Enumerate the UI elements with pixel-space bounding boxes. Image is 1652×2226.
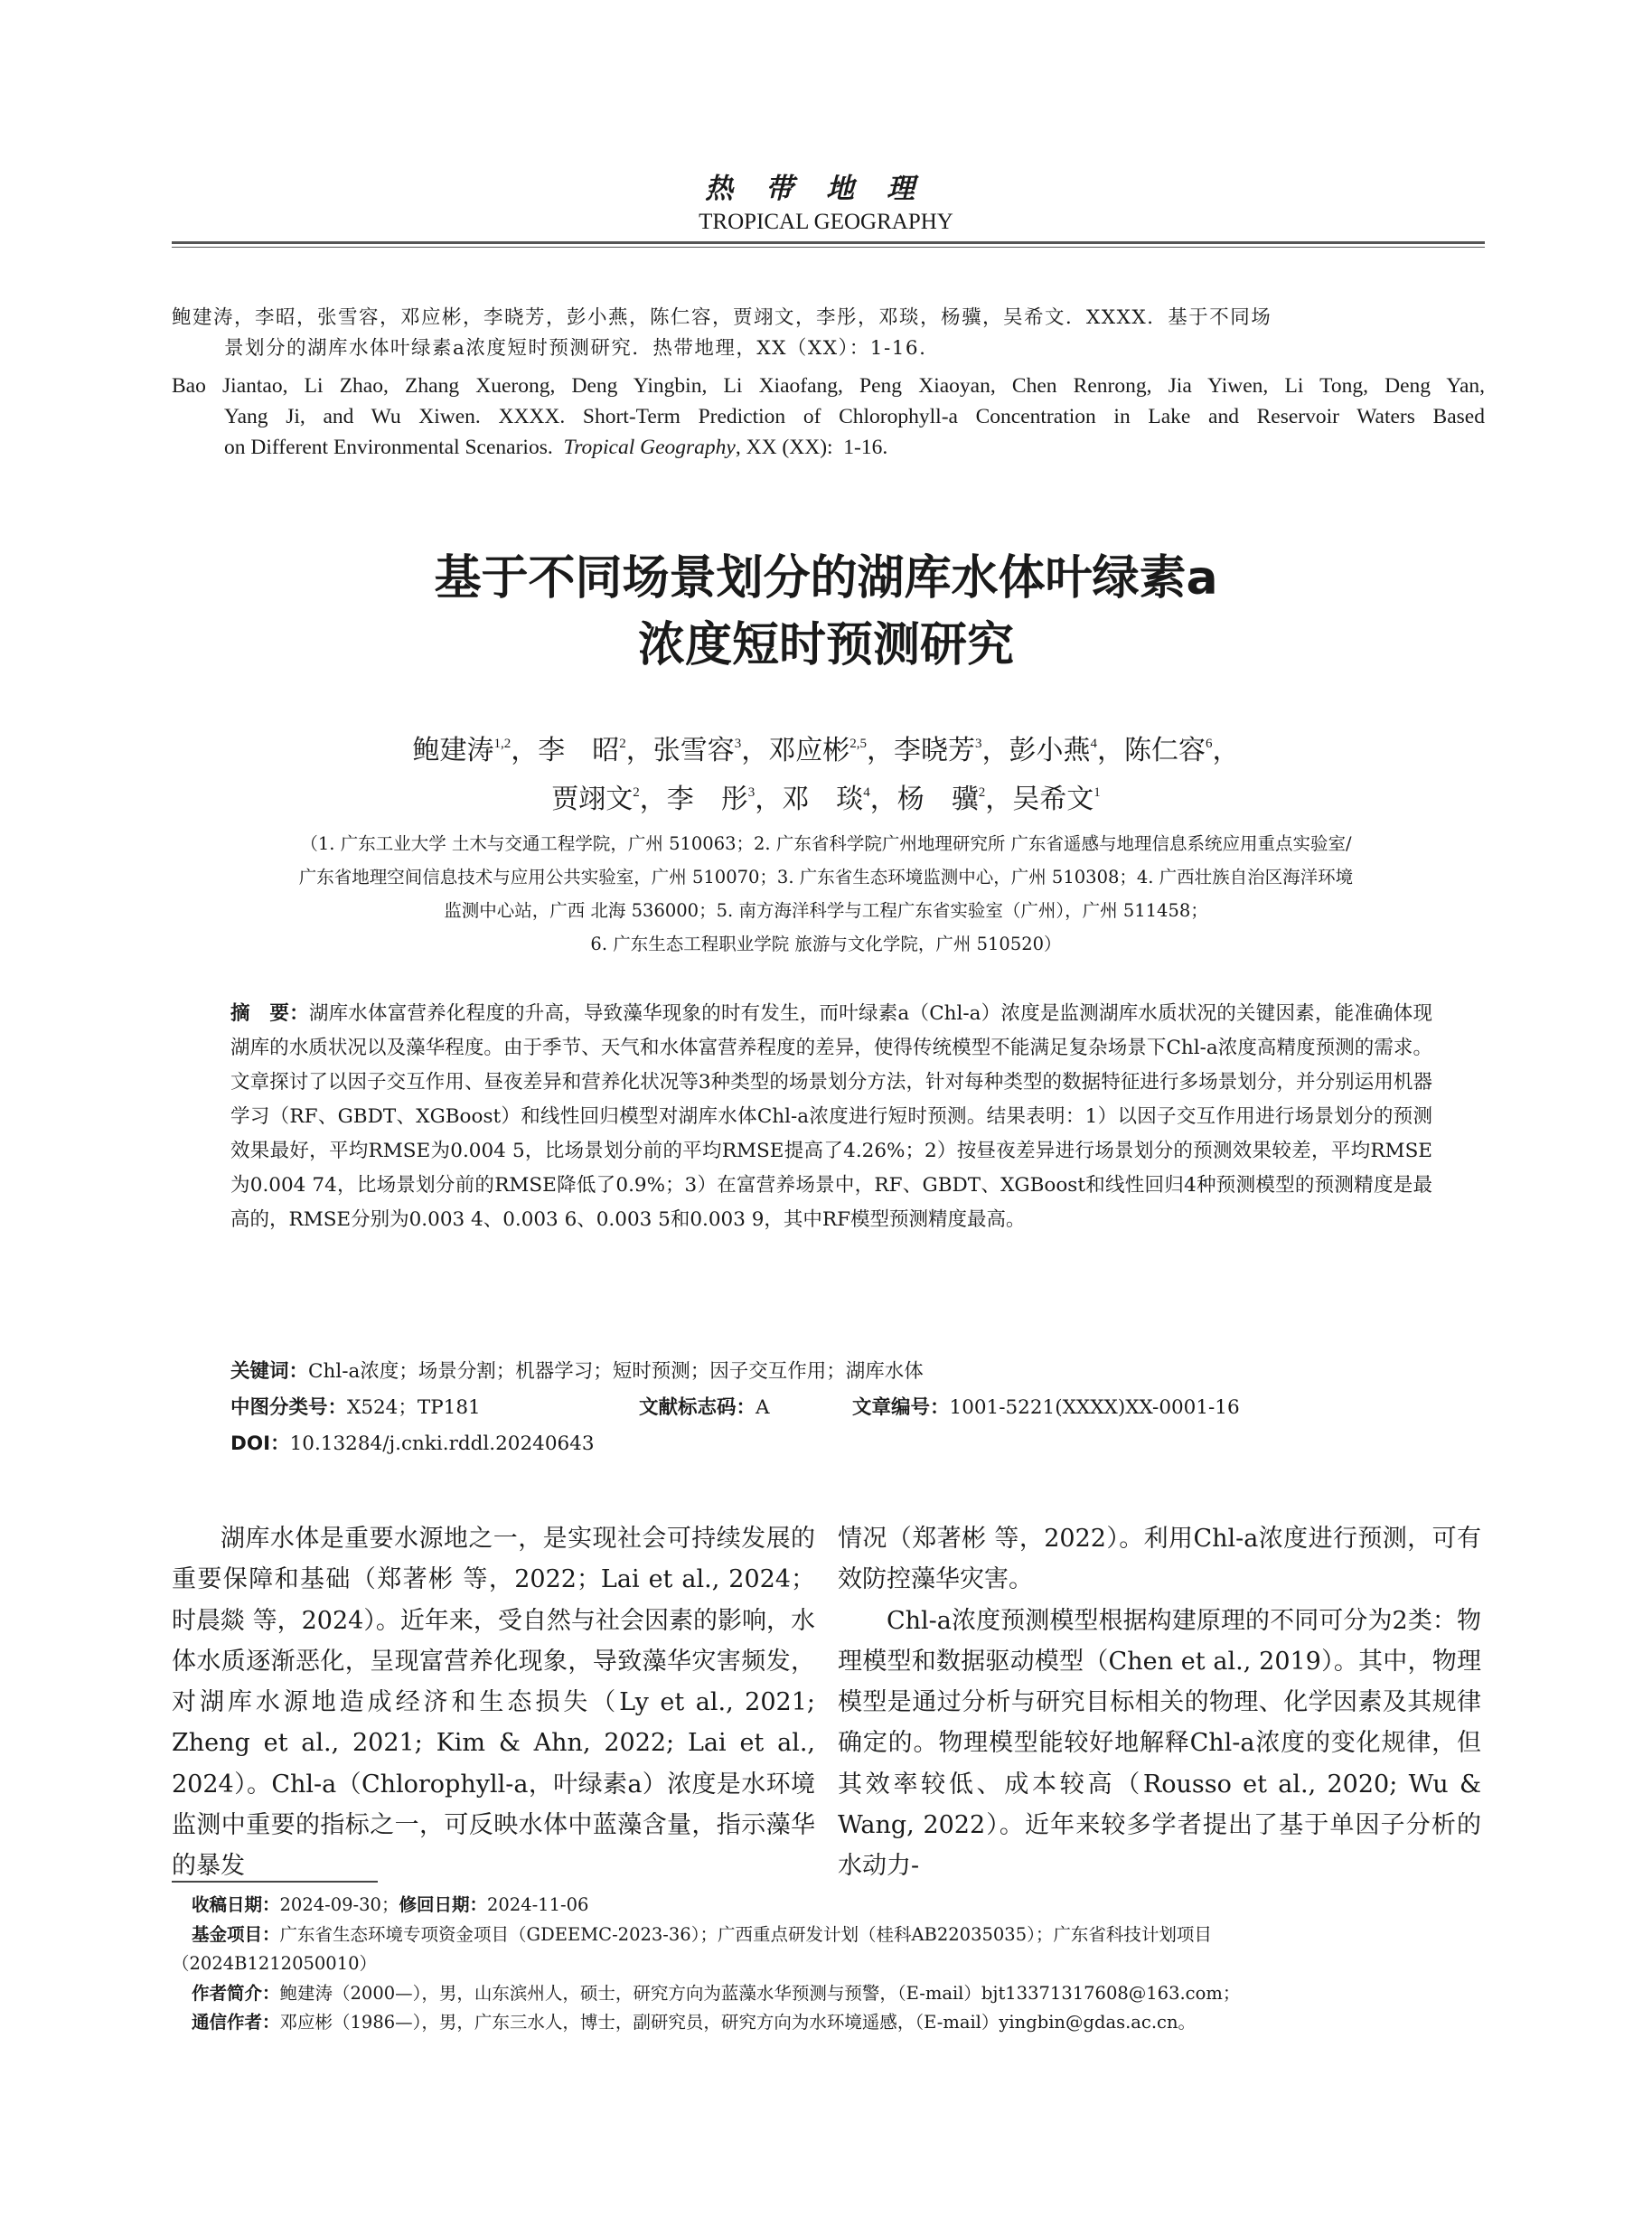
author-name: 陈仁容 (1124, 735, 1206, 766)
author-line-1 (0, 723, 1652, 772)
author-separator: ， (1212, 735, 1240, 766)
author-name: 彭小燕 (1009, 735, 1091, 766)
keywords (230, 1356, 1432, 1384)
citation-cn (172, 303, 1485, 364)
author-name: 李 昭 (538, 735, 620, 766)
received-label: 收稿日期： (192, 1894, 280, 1915)
header-rule-thick (172, 241, 1485, 244)
doi-label: DOI： (230, 1432, 290, 1455)
doi-link[interactable]: 10.13284/j.cnki.rddl.20240643 (289, 1432, 595, 1455)
fund-label: 基金项目： (192, 1923, 280, 1945)
author-affiliation-index: 3 (747, 785, 756, 800)
author-separator: ， (639, 784, 667, 815)
abstract (230, 997, 1432, 1237)
author-name: 李晓芳 (894, 735, 975, 766)
article-no-label: 文章编号： (852, 1396, 950, 1419)
author-separator: ， (1097, 735, 1124, 766)
author-separator: ， (625, 735, 653, 766)
affiliation-line: 监测中心站，广西 北海 536000；5. 南方海洋科学与工程广东省实验室（广州），广州 511458； (444, 900, 1208, 921)
keywords-label: 关键词： (230, 1360, 309, 1383)
author-affiliation-index: 2 (619, 737, 626, 751)
corresponding-label: 通信作者： (192, 2012, 280, 2033)
paper-title-line-2: 浓度短时预测研究 (637, 618, 1014, 672)
affiliation-line: （1. 广东工业大学 土木与交通工程学院，广州 510063；2. 广东省科学院广州地理研究所 广东省遥感与地理信息系统应用重点实验室/ (300, 833, 1352, 854)
received-date: 2024-09-30； (279, 1894, 399, 1915)
author-affiliation-index: 2 (978, 785, 986, 800)
doc-code-value: A (756, 1396, 770, 1419)
journal-name-en: TROPICAL GEOGRAPHY (699, 210, 953, 234)
footnote (172, 1891, 1485, 2038)
citation-cn-line: 景划分的湖库水体叶绿素a浓度短时预测研究．热带地理，XX（XX）：1-16. (224, 337, 927, 360)
journal-name-cn: 热带地理 (705, 173, 947, 205)
author-name: 贾翊文 (551, 784, 634, 815)
author-name: 杨 骥 (896, 784, 979, 815)
author-name: 张雪容 (652, 735, 735, 766)
author-separator: ， (867, 735, 894, 766)
footnote-fund-cont: （2024B1212050010） (172, 1953, 378, 1974)
footnote-fund (172, 1921, 1485, 1950)
keywords-text: Chl-a浓度；场景分割；机器学习；短时预测；因子交互作用；湖库水体 (308, 1360, 924, 1383)
fund-value: 广东省生态环境专项资金项目（GDEEMC-2023-36）；广西重点研发计划（桂科AB22035035）；广东省科技计划项目 (279, 1923, 1212, 1945)
author-name: 鲍建涛 (412, 735, 494, 766)
footnote-corresponding (172, 2008, 1485, 2038)
author-bio-label: 作者简介： (192, 1982, 280, 2004)
author-list (0, 723, 1652, 821)
doi-row (230, 1428, 1432, 1456)
author-affiliation-index: 3 (734, 737, 742, 751)
author-affiliation-index: 4 (863, 785, 870, 800)
footnote-author-bio (172, 1979, 1485, 2009)
corresponding-value: 邓应彬（1986—），男，广东三水人，博士，副研究员，研究方向为水环境遥感，（E-mail）yingbin@gdas.ac.cn。 (279, 2012, 1197, 2033)
footnote-dates (172, 1891, 1485, 1921)
author-affiliation-index: 2 (633, 785, 640, 800)
clc-value: X524；TP181 (347, 1396, 481, 1419)
header-rule-thin (172, 247, 1485, 248)
citation-cn-line: 鲍建涛，李昭，张雪容，邓应彬，李晓芳，彭小燕，陈仁容，贾翊文，李彤，邓琰，杨骥，吴希文．XXXX．基于不同场 (172, 306, 1272, 329)
author-affiliation-index: 1 (1094, 785, 1101, 800)
paper-title (0, 545, 1652, 679)
citation-volume: , XX (XX): 1-16. (735, 436, 888, 459)
abstract-text: 湖库水体富营养化程度的升高，导致藻华现象的时有发生，而叶绿素a（Chl-a）浓度是监测湖库水质状况的关键因素，能准确体现湖库的水质状况以及藻华程度。由于季节、天气和水体富营养程度的差异，使得传统模型不能满足复杂场景下Chl-a浓度高精度预测的需求。文章探讨了以因子交互作用、昼夜差异和营养化状况等3种类型的场景划分方法，针对每种类型的数据特征进行多场景划分，并分别运用机器学习（RF、GBDT、XGBoost）和线性回归模型对湖库水体Chl-a浓度进行短时预测。结果表明：1）以因子交互作用进行场景划分的预测效果最好，平均RMSE为0.004 5，比场景划分前的平均RMSE提高了4.26%；2）按昼夜差异进行场景划分的预测效果较差，平均RMSE为0.004 74，比场景划分前的RMSE降低了0.9%；3）在富营养场景中，RF、GBDT、XGBoost和线性回归4种预测模型的预测精度是最高的，RMSE分别为0.003 4、0.003 6、0.003 5和0.003 9，其中RF模型预测精度最高。 (230, 1002, 1432, 1231)
author-separator: ， (741, 735, 769, 766)
author-name: 吴希文 (1012, 784, 1094, 815)
author-separator: ， (511, 735, 539, 766)
doc-code-label: 文献标志码： (639, 1396, 756, 1419)
body-paragraph: 情况（郑著彬 等，2022）。利用Chl-a浓度进行预测，可有效防控藻华灾害。 (838, 1525, 1481, 1594)
affiliation-line: 广东省地理空间信息技术与应用公共实验室，广州 510070；3. 广东省生态环境监测中心，广州 510308；4. 广西壮族自治区海洋环境 (298, 867, 1354, 888)
author-name: 李 彤 (666, 784, 748, 815)
author-separator: ， (755, 784, 783, 815)
author-affiliation-index: 2,5 (849, 737, 867, 751)
author-affiliation-index: 6 (1206, 737, 1213, 751)
revised-date: 2024-11-06 (486, 1894, 589, 1915)
author-name: 邓应彬 (768, 735, 850, 766)
author-bio-value: 鲍建涛（2000—），男，山东滨州人，硕士，研究方向为蓝藻水华预测与预警，（E-mail）bjt13371317608@163.com； (279, 1982, 1241, 2004)
body-paragraph: 湖库水体是重要水源地之一，是实现社会可持续发展的重要保障和基础（郑著彬 等，2022；Lai et al., 2024；时晨燚 等，2024）。近年来，受自然与社会因素的影响，水体水质逐渐恶化，呈现富营养化现象，导致藻华灾害频发，对湖库水源地造成经济和生态损失（Ly et al., 2021; Zheng et al., 2021; Kim & Ahn, 2022; Lai et al., 2024）。Chl-a（Chlorophyll-a，叶绿素a）浓度是水环境监测中重要的指标之一，可反映水体中蓝藻含量，指示藻华的暴发 (172, 1525, 815, 1881)
citation-journal-name: Tropical Geography (563, 436, 736, 459)
footnote-rule (172, 1881, 378, 1883)
author-affiliation-index: 4 (1090, 737, 1097, 751)
affiliation-line: 6. 广东生态工程职业学院 旅游与文化学院，广州 510520） (590, 934, 1062, 954)
citation-en-line (172, 432, 1485, 463)
abstract-label: 摘 要： (230, 1002, 309, 1025)
author-separator: ， (981, 735, 1009, 766)
article-no-value: 1001-5221(XXXX)XX-0001-16 (949, 1396, 1240, 1419)
body-column-right (838, 1518, 1481, 1887)
author-name: 邓 琰 (782, 784, 864, 815)
revised-label: 修回日期： (399, 1894, 487, 1915)
citation-en-line: Bao Jiantao, Li Zhao, Zhang Xuerong, Deng Yingbin, Li Xiaofang, Peng Xiaoyan, Chen Renrong, Jia Yiwen, Li Tong, Deng Yan, (172, 374, 1485, 398)
author-separator: ， (985, 784, 1013, 815)
affiliations (217, 827, 1435, 961)
author-affiliation-index: 3 (975, 737, 982, 751)
citation-en-title-tail: on Different Environmental Scenarios. (224, 436, 564, 459)
citation-en-line: Yang Ji, and Wu Xiwen. XXXX. Short-Term Prediction of Chlorophyll-a Concentration in Lake and Reservoir Waters Based (224, 405, 1485, 428)
author-line-2 (0, 772, 1652, 821)
author-affiliation-index: 1,2 (493, 737, 512, 751)
author-separator: ， (869, 784, 897, 815)
paper-title-line-1: 基于不同场景划分的湖库水体叶绿素a (434, 551, 1218, 606)
clc-label: 中图分类号： (230, 1396, 348, 1419)
body-column-left (172, 1518, 815, 1887)
citation-en (172, 371, 1485, 463)
body-paragraph: Chl-a浓度预测模型根据构建原理的不同可分为2类：物理模型和数据驱动模型（Chen et al., 2019）。其中，物理模型是通过分析与研究目标相关的物理、化学因素及其规律确定的。物理模型能较好地解释Chl-a浓度的变化规律，但其效率较低、成本较高（Rousso et al., 2020; Wu & Wang, 2022）。近年来较多学者提出了基于单因子分析的水动力- (838, 1606, 1481, 1881)
